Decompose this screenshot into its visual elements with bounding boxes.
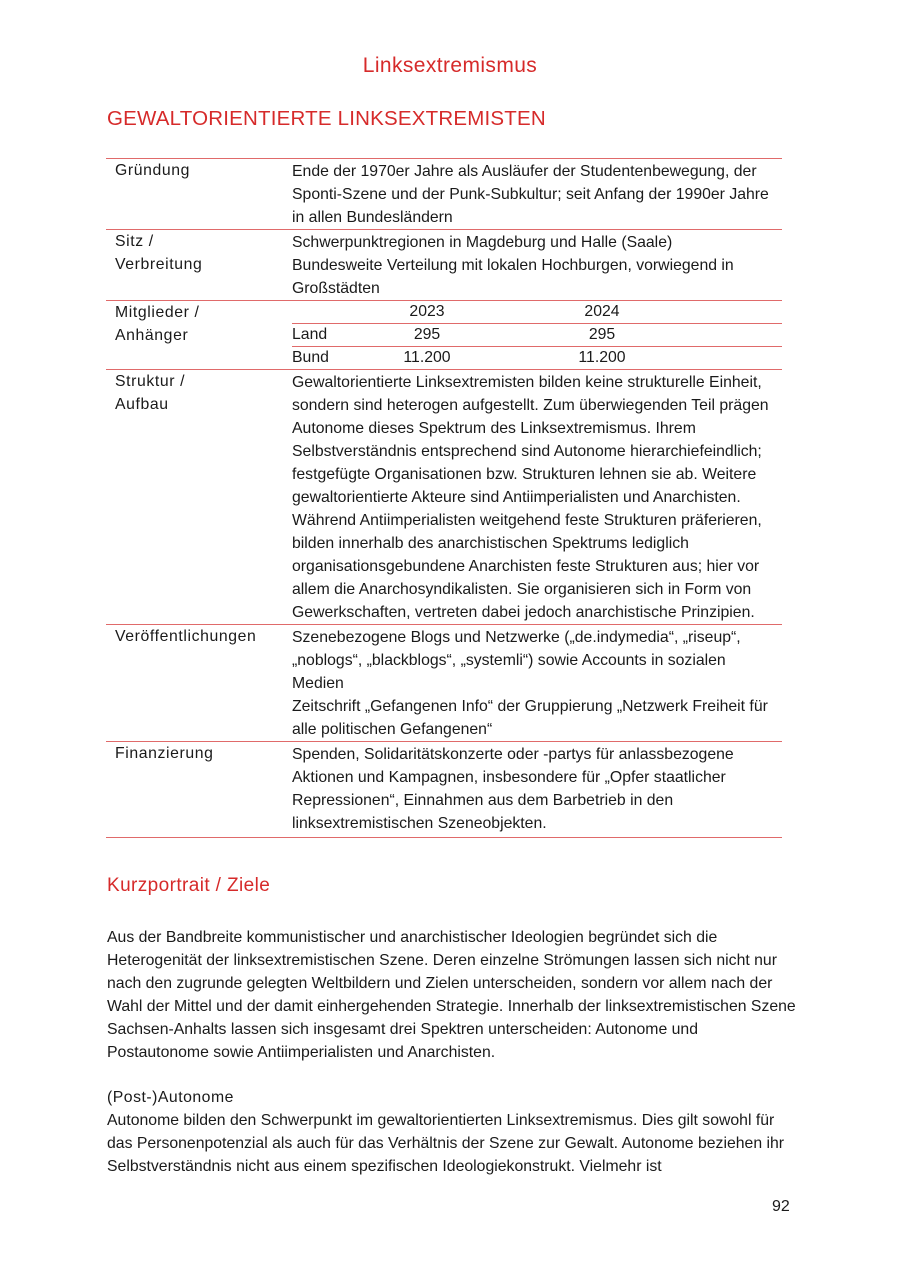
autonome-paragraph: Autonome bilden den Schwerpunkt im gewaltorientierten Linksextremismus. Dies gilt sowohl für das Personenpotenzial als auch für das Verhältnis der Szene zur Gewalt. Autonome beziehen ihr Selbstverständnis nicht aus einem spezifischen Ideologiekonstrukt. Vielmehr ist xyxy=(107,1112,785,1175)
label-struktur-2: Aufbau xyxy=(115,396,169,413)
label-mitglieder-1: Mitglieder / xyxy=(115,304,200,321)
text-gruendung: Ende der 1970er Jahre als Ausläufer der Studentenbewegung, der Sponti-Szene und der Punk-Subkultur; seit Anfang der 1990er Jahre in allen Bundesländern xyxy=(292,163,769,226)
members-land-label: Land xyxy=(292,324,372,347)
kurzportrait-paragraph: Aus der Bandbreite kommunistischer und anarchistischer Ideologien begründet sich die Heterogenität der linksextremistischen Szene. Deren einzelne Strömungen lassen sich nicht nur nach den zugrunde gelegten Weltbildern und Zielen unterscheiden, sondern vor allem nach der Wahl der Mittel und der damit einhergehenden Strategie. Innerhalb der linksextremistischen Szene Sachsen-Anhalts lassen sich insgesamt drei Spektren unterscheiden: Autonome und Postautonome sowie Antiimperialisten und Anarchisten. xyxy=(107,929,796,1061)
label-gruendung: Gründung xyxy=(106,159,292,230)
text-sitz-2: Bundesweite Verteilung mit lokalen Hochburgen, vorwiegend in Großstädten xyxy=(292,257,734,297)
row-gruendung xyxy=(106,159,782,230)
text-finanzierung: Spenden, Solidaritätskonzerte oder -partys für anlassbezogene Aktionen und Kampagnen, insbesondere für „Opfer staatlicher Repressionen“, Einnahmen aus dem Barbetrieb in den linksextremistischen Szeneobjekten. xyxy=(292,746,734,832)
members-header-row xyxy=(292,301,782,324)
members-bund-2023: 11.200 xyxy=(372,347,482,370)
members-bund-2024: 11.200 xyxy=(482,347,662,370)
value-gruendung xyxy=(292,159,782,230)
label-veroeffentlichungen: Veröffentlichungen xyxy=(106,625,292,742)
value-struktur xyxy=(292,370,782,625)
members-table xyxy=(292,301,782,369)
page-number: 92 xyxy=(772,1198,790,1215)
fact-table xyxy=(106,158,782,838)
members-land-2023: 295 xyxy=(372,324,482,347)
label-sitz-1: Sitz / xyxy=(115,233,154,250)
members-land-2024: 295 xyxy=(482,324,662,347)
label-finanzierung: Finanzierung xyxy=(106,742,292,838)
section-title: GEWALTORIENTIERTE LINKSEXTREMISTEN xyxy=(107,107,546,130)
row-mitglieder xyxy=(106,301,782,370)
row-finanzierung xyxy=(106,742,782,838)
row-sitz xyxy=(106,230,782,301)
year-2023: 2023 xyxy=(409,303,445,320)
row-struktur xyxy=(106,370,782,625)
year-2024: 2024 xyxy=(584,303,620,320)
members-row-land xyxy=(292,324,782,347)
kurzportrait-heading: Kurzportrait / Ziele xyxy=(107,875,271,896)
label-mitglieder-2: Anhänger xyxy=(115,327,189,344)
value-mitglieder xyxy=(292,301,782,370)
autonome-subheading: (Post-)Autonome xyxy=(107,1089,234,1106)
running-header: Linksextremismus xyxy=(362,54,538,77)
value-veroeffentlichungen xyxy=(292,625,782,742)
members-bund-label: Bund xyxy=(292,347,372,370)
text-veroeffentlichungen-1: Szenebezogene Blogs und Netzwerke („de.indymedia“, „riseup“, „noblogs“, „blackblogs“, „systemli“) sowie Accounts in sozialen Medien xyxy=(292,629,741,692)
label-sitz xyxy=(106,230,292,301)
row-veroeffentlichungen xyxy=(106,625,782,742)
label-struktur xyxy=(106,370,292,625)
value-sitz xyxy=(292,230,782,301)
label-mitglieder xyxy=(106,301,292,370)
members-row-bund xyxy=(292,347,782,370)
value-finanzierung xyxy=(292,742,782,838)
text-struktur: Gewaltorientierte Linksextremisten bilden keine strukturelle Einheit, sondern sind heterogen aufgestellt. Zum überwiegenden Teil prägen Autonome dieses Spektrum des Linksextremismus. Ihrem Selbstverständnis entsprechend sind Autonome hierarchiefeindlich; festgefügte Organisationen bzw. Strukturen lehnen sie ab. Weitere gewaltorientierte Akteure sind Antiimperialisten und Anarchisten. Während Antiimperialisten weitgehend feste Strukturen präferieren, bilden innerhalb des anarchistischen Spektrums lediglich organisationsgebundene Anarchisten feste Strukturen aus; hier vor allem die Anarchosyndikalisten. Sie organisieren sich in Form von Gewerkschaften, vertreten dabei jedoch anarchistische Prinzipien. xyxy=(292,374,769,621)
label-sitz-2: Verbreitung xyxy=(115,256,203,273)
label-struktur-1: Struktur / xyxy=(115,373,186,390)
text-sitz-1: Schwerpunktregionen in Magdeburg und Halle (Saale) xyxy=(292,234,673,251)
text-veroeffentlichungen-2: Zeitschrift „Gefangenen Info“ der Gruppierung „Netzwerk Freiheit für alle politischen Gefangenen“ xyxy=(292,698,768,738)
